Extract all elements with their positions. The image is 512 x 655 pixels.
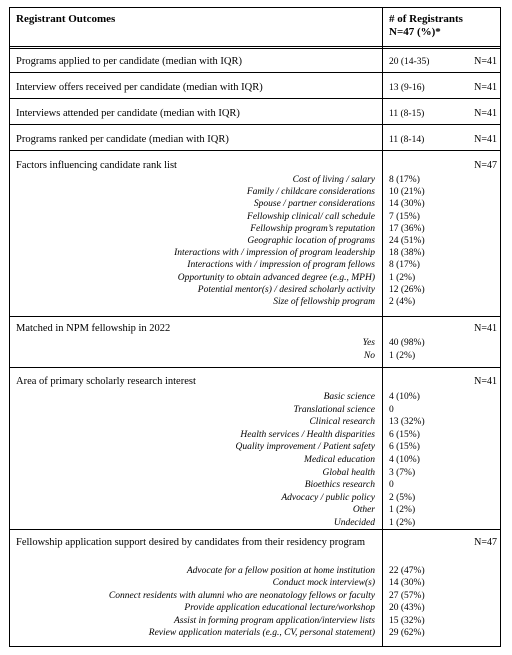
outcome-n: N=41 [474,108,497,119]
item-label: Advocate for a fellow position at home institution [186,566,375,576]
registrant-outcomes-table [9,7,501,647]
item-label: Global health [322,467,375,478]
table-border-left [9,7,10,647]
item-label: Quality improvement / Patient safety [235,442,375,453]
item-label: Review application materials (e.g., CV, personal statement) [148,628,375,638]
section-title-matched: Matched in NPM fellowship in 2022 [16,323,171,334]
item-label: Interactions with / impression of program fellows [187,260,375,271]
item-value: 1 (2%) [389,505,416,516]
item-label: Opportunity to obtain advanced degree (e.g., MPH) [177,272,375,283]
item-label: Fellowship clinical/ call schedule [247,211,375,222]
table-border-bottom [9,646,501,647]
item-label: Interactions with / impression of program leadership [174,248,375,259]
item-value: 27 (57%) [389,590,425,601]
item-label: Provide application educational lecture/workshop [184,603,375,614]
header-n-total: N=47 (%)* [389,26,441,38]
row-divider [9,316,501,317]
row-divider [9,98,501,99]
outcome-value: 13 (9-16) [389,83,425,93]
item-value: 7 (15%) [389,211,420,222]
item-value: 13 (32%) [389,417,425,428]
item-value: 40 (98%) [389,338,425,348]
item-label: Basic science [323,392,375,402]
table-border-top [9,7,501,8]
item-label: Clinical research [309,417,375,428]
item-value: 2 (4%) [389,297,416,307]
item-label: No [363,350,375,361]
item-value: 14 (30%) [389,578,425,589]
item-value: 0 [389,480,394,491]
outcome-n: N=41 [474,56,497,67]
item-value: 1 (2%) [389,272,416,283]
item-value: 8 (17%) [389,260,420,271]
section-n-factors: N=47 [474,160,497,171]
item-value: 22 (47%) [389,566,425,576]
row-divider [9,124,501,125]
item-value: 15 (32%) [389,615,425,626]
item-value: 1 (2%) [389,350,416,361]
item-value: 8 (17%) [389,175,420,185]
item-label: Medical education [304,455,375,465]
header-divider [9,46,501,49]
outcome-value: 11 (8-14) [389,135,425,145]
outcome-value: 20 (14-35) [389,57,430,67]
item-value: 0 [389,404,394,415]
item-value: 6 (15%) [389,429,420,440]
header-registrants: # of Registrants [389,13,463,25]
row-divider [9,367,501,368]
section-n-matched: N=41 [474,323,497,334]
outcome-n: N=41 [474,134,497,145]
item-value: 12 (26%) [389,284,425,295]
item-label: Fellowship program’s reputation [250,223,375,234]
item-value: 14 (30%) [389,199,425,210]
item-value: 1 (2%) [389,518,416,528]
outcome-value: 11 (8-15) [389,109,425,119]
outcome-label: Programs ranked per candidate (median with IQR) [16,134,229,145]
section-title-research: Area of primary scholarly research interest [16,376,196,387]
row-divider [9,529,501,530]
item-value: 20 (43%) [389,603,425,614]
item-value: 6 (15%) [389,442,420,453]
item-value: 29 (62%) [389,628,425,638]
item-label: Conduct mock interview(s) [272,578,375,589]
header-registrant-outcomes: Registrant Outcomes [16,13,116,25]
section-n-research: N=41 [474,376,497,387]
item-label: Yes [362,338,375,348]
item-label: Geographic location of programs [247,236,375,246]
item-label: Size of fellowship program [273,297,375,307]
item-value: 24 (51%) [389,236,425,246]
column-divider [382,7,383,647]
item-label: Health services / Health disparities [240,429,375,440]
item-label: Family / childcare considerations [246,187,375,198]
item-value: 4 (10%) [389,392,420,402]
item-label: Bioethics research [304,480,375,491]
item-value: 17 (36%) [389,223,425,234]
item-label: Advocacy / public policy [281,492,375,503]
item-label: Spouse / partner considerations [253,199,375,210]
table-border-right [500,7,501,647]
item-label: Connect residents with alumni who are neonatology fellows or faculty [108,590,375,601]
section-title-factors: Factors influencing candidate rank list [16,160,177,171]
outcome-label: Programs applied to per candidate (median with IQR) [16,56,242,67]
item-value: 2 (5%) [389,492,416,503]
outcome-n: N=41 [474,82,497,93]
item-value: 4 (10%) [389,455,420,465]
section-title-support: Fellowship application support desired by candidates from their residency program [16,537,366,548]
item-value: 10 (21%) [389,187,425,198]
section-n-support: N=47 [474,537,497,548]
item-label: Potential mentor(s) / desired scholarly activity [197,284,375,295]
item-value: 3 (7%) [389,467,416,478]
outcome-label: Interview offers received per candidate (median with IQR) [16,82,263,93]
item-label: Assist in forming program application/interview lists [173,615,375,626]
outcome-label: Interviews attended per candidate (median with IQR) [16,108,240,119]
item-value: 18 (38%) [389,248,425,259]
row-divider [9,150,501,151]
item-label: Other [352,505,375,516]
row-divider [9,72,501,73]
item-label: Undecided [333,518,375,528]
item-label: Translational science [293,404,375,415]
item-label: Cost of living / salary [292,175,375,185]
